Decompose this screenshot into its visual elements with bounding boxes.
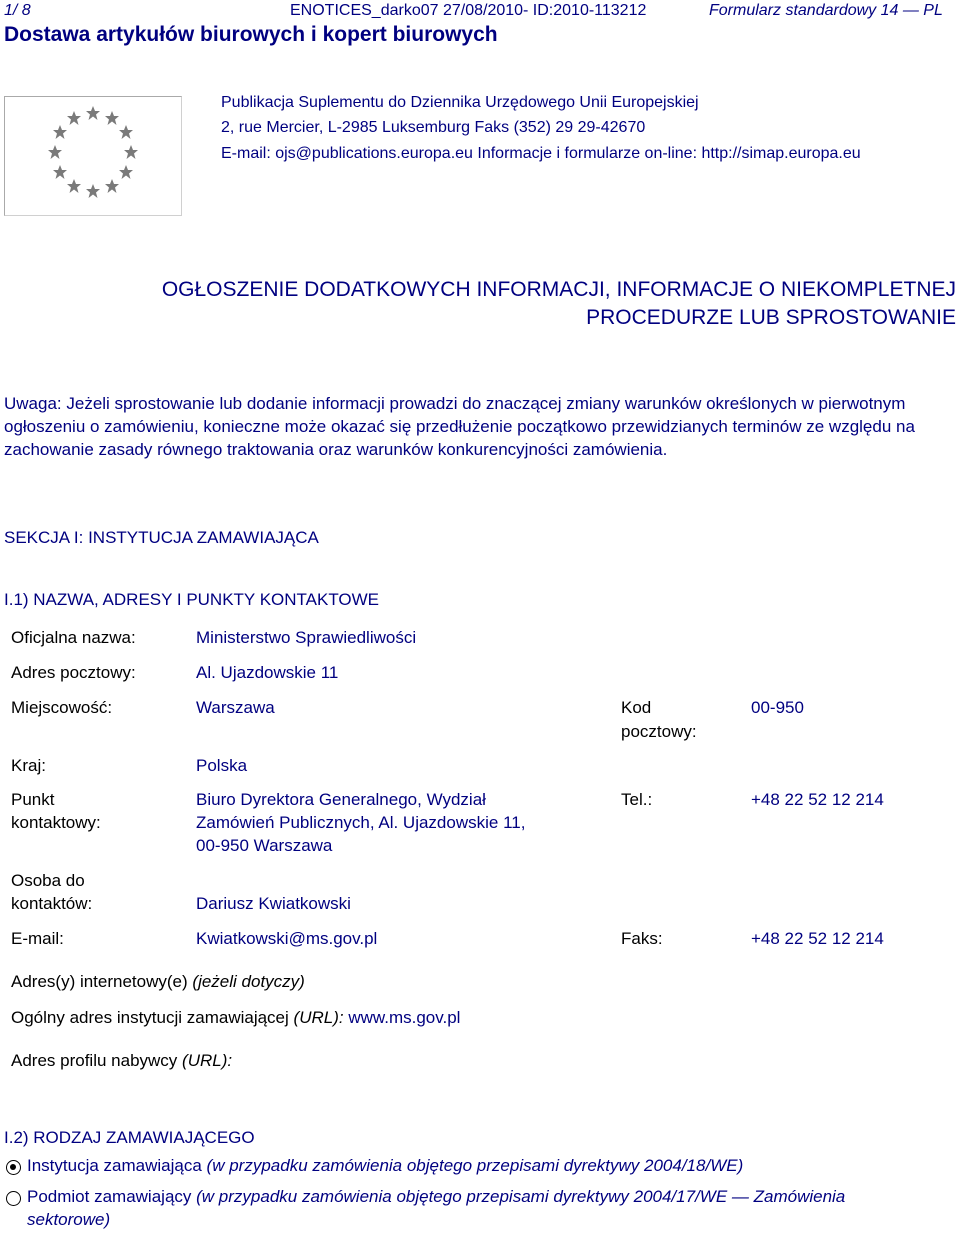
notice-note: Uwaga: Jeżeli sprostowanie lub dodanie informacji prowadzi do znaczącej zmiany warunków określonych w pierwotnym ogłoszeniu o zamówieniu, konieczne może okazać się przedłużenie początkowo przewidzianych terminów ze względu na zachowanie zasady równego traktowania oraz warunków konkurencyjności zamówienia. xyxy=(4,394,915,459)
contact-point-line-3: 00-950 Warszawa xyxy=(196,836,333,855)
subsection-2-heading: I.2) RODZAJ ZAMAWIAJĄCEGO xyxy=(4,1128,255,1147)
country-value: Polska xyxy=(196,756,248,775)
document-title: Dostawa artykułów biurowych i kopert biurowych xyxy=(4,23,498,46)
general-url-label-note: (URL): xyxy=(293,1008,344,1027)
document-id: ENOTICES_darko07 27/08/2010- ID:2010-113212 xyxy=(290,2,647,19)
fax-value: +48 22 52 12 214 xyxy=(751,929,884,948)
contracting-entity-option xyxy=(27,1187,845,1207)
publisher-line-1: Publikacja Suplementu do Dziennika Urzędowego Unii Europejskiej xyxy=(221,94,699,111)
notice-title-line-2: PROCEDURZE LUB SPROSTOWANIE xyxy=(586,306,956,329)
buyer-profile-label-note: (URL): xyxy=(182,1051,233,1070)
postcode-label-line-2: pocztowy: xyxy=(621,722,697,741)
email-value: Kwiatkowski@ms.gov.pl xyxy=(196,929,378,948)
contracting-authority-option xyxy=(27,1156,743,1176)
buyer-profile-label: Adres profilu nabywcy xyxy=(11,1051,178,1070)
page-number: 1/ 8 xyxy=(4,2,31,19)
internet-addresses-heading xyxy=(11,972,305,992)
form-name: Formularz standardowy 14 — PL xyxy=(709,2,943,19)
city-value: Warszawa xyxy=(196,698,275,717)
contact-person-label-line-1: Osoba do xyxy=(11,871,85,890)
notice-title-line-1: OGŁOSZENIE DODATKOWYCH INFORMACJI, INFORMACJE O NIEKOMPLETNEJ xyxy=(161,278,956,301)
postcode-label-line-1: Kod xyxy=(621,698,652,717)
contact-point-line-1: Biuro Dyrektora Generalnego, Wydział xyxy=(196,790,486,809)
postal-address-label: Adres pocztowy: xyxy=(11,663,136,682)
notice-title xyxy=(0,276,956,332)
radio-empty-icon[interactable] xyxy=(6,1191,21,1206)
official-name-value: Ministerstwo Sprawiedliwości xyxy=(196,628,417,647)
tel-value: +48 22 52 12 214 xyxy=(751,790,884,809)
official-name-label: Oficjalna nazwa: xyxy=(11,628,136,647)
subsection-1-heading: I.1) NAZWA, ADRESY I PUNKTY KONTAKTOWE xyxy=(4,590,380,609)
contact-point-label-line-2: kontaktowy: xyxy=(11,813,101,832)
contracting-authority-note: (w przypadku zamówienia objętego przepisami dyrektywy 2004/18/WE) xyxy=(206,1156,744,1175)
contact-person-value: Dariusz Kwiatkowski xyxy=(196,894,351,913)
section-heading: SEKCJA I: INSTYTUCJA ZAMAWIAJĄCA xyxy=(4,528,319,547)
radio-selected-icon[interactable] xyxy=(6,1160,21,1175)
contracting-entity-note-line-2: sektorowe) xyxy=(27,1210,111,1229)
internet-addresses-heading-text: Adres(y) internetowy(e) xyxy=(11,972,188,991)
publisher-line-3: E-mail: ojs@publications.europa.eu Informacje i formularze on-line: http://simap.europa.eu xyxy=(221,145,861,162)
general-url-value: www.ms.gov.pl xyxy=(348,1008,461,1027)
fax-label: Faks: xyxy=(621,929,663,948)
email-label: E-mail: xyxy=(11,929,64,948)
publisher-line-2: 2, rue Mercier, L-2985 Luksemburg Faks (352) 29 29-42670 xyxy=(221,119,646,136)
eu-logo xyxy=(4,96,182,216)
general-url-row xyxy=(11,1008,460,1028)
city-label: Miejscowość: xyxy=(11,698,113,717)
general-url-label: Ogólny adres instytucji zamawiającej xyxy=(11,1008,289,1027)
contact-person-label-line-2: kontaktów: xyxy=(11,894,93,913)
internet-addresses-heading-note: (jeżeli dotyczy) xyxy=(192,972,305,991)
tel-label: Tel.: xyxy=(621,790,653,809)
eu-stars-logo-icon xyxy=(5,97,181,215)
postal-address-value: Al. Ujazdowskie 11 xyxy=(196,663,339,682)
contact-point-line-2: Zamówień Publicznych, Al. Ujazdowskie 11, xyxy=(196,813,526,832)
buyer-profile-row xyxy=(11,1051,232,1071)
country-label: Kraj: xyxy=(11,756,46,775)
contracting-entity-note: (w przypadku zamówienia objętego przepisami dyrektywy 2004/17/WE — Zamówienia xyxy=(196,1187,846,1206)
contact-point-label-line-1: Punkt xyxy=(11,790,55,809)
contracting-entity-label: Podmiot zamawiający xyxy=(27,1187,192,1206)
postcode-value: 00-950 xyxy=(751,698,804,717)
contracting-authority-label: Instytucja zamawiająca xyxy=(27,1156,202,1175)
